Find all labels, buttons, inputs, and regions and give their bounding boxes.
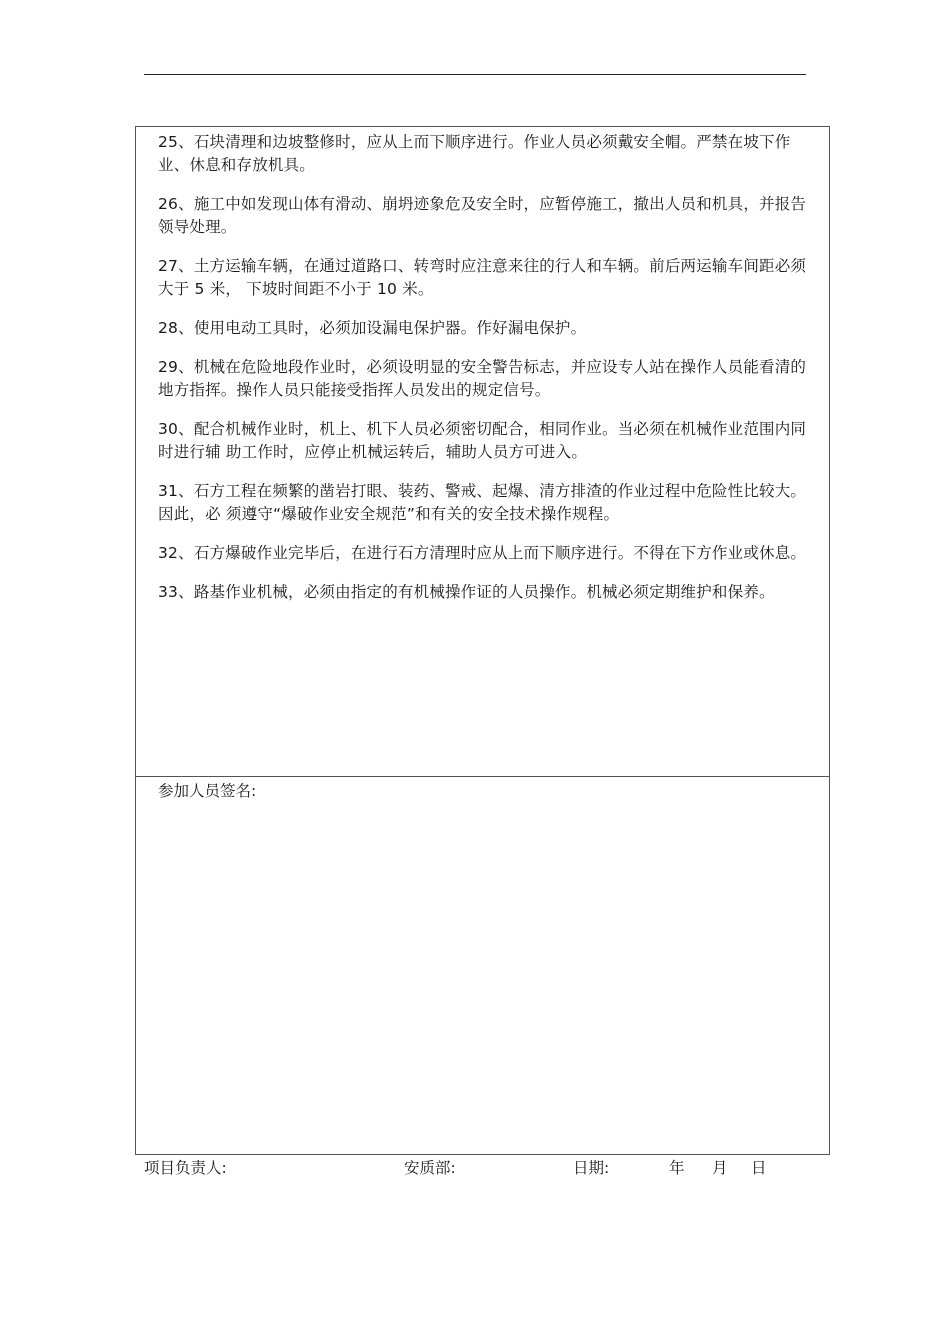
date-month-label: 月 <box>712 1159 728 1177</box>
rule-item-30: 30、配合机械作业时，机上、机下人员必须密切配合，相同作业。当必须在机械作业范围内同时进行辅 助工作时，应停止机械运转后，辅助人员方可进入。 <box>158 420 807 461</box>
signature-box <box>135 776 830 1155</box>
rule-item-25: 25、石块清理和边坡整修时，应从上而下顺序进行。作业人员必须戴安全帽。严禁在坡下作业、休息和存放机具。 <box>158 133 791 174</box>
rule-item-28: 28、使用电动工具时，必须加设漏电保护器。作好漏电保护。 <box>158 319 587 337</box>
signature-label: 参加人员签名: <box>158 782 257 800</box>
header-rule <box>144 74 806 75</box>
safety-dept-label: 安质部: <box>404 1159 456 1177</box>
rules-list <box>136 127 829 604</box>
rule-item-27: 27、土方运输车辆，在通过道路口、转弯时应注意来往的行人和车辆。前后两运输车间距必须大于 5 米， 下坡时间距不小于 10 米。 <box>158 257 807 298</box>
rule-item-31: 31、石方工程在频繁的凿岩打眼、装药、警戒、起爆、清方排渣的作业过程中危险性比较大。因此，必 须遵守“爆破作业安全规范”和有关的安全技术操作规程。 <box>158 482 807 523</box>
rule-item-26: 26、施工中如发现山体有滑动、崩坍迹象危及安全时，应暂停施工，撤出人员和机具，并报告领导处理。 <box>158 195 807 236</box>
date-day-label: 日 <box>751 1159 767 1177</box>
project-lead-label: 项目负责人: <box>144 1159 227 1177</box>
rule-item-29: 29、机械在危险地段作业时，必须设明显的安全警告标志，并应设专人站在操作人员能看清的地方指挥。操作人员只能接受指挥人员发出的规定信号。 <box>158 358 807 399</box>
date-label: 日期: <box>573 1159 610 1177</box>
date-year-label: 年 <box>669 1159 685 1177</box>
rule-item-33: 33、路基作业机械，必须由指定的有机械操作证的人员操作。机械必须定期维护和保养。 <box>158 583 775 601</box>
rule-item-32: 32、石方爆破作业完毕后，在进行石方清理时应从上而下顺序进行。不得在下方作业或休息。 <box>158 544 807 562</box>
safety-rules-box <box>135 126 830 777</box>
